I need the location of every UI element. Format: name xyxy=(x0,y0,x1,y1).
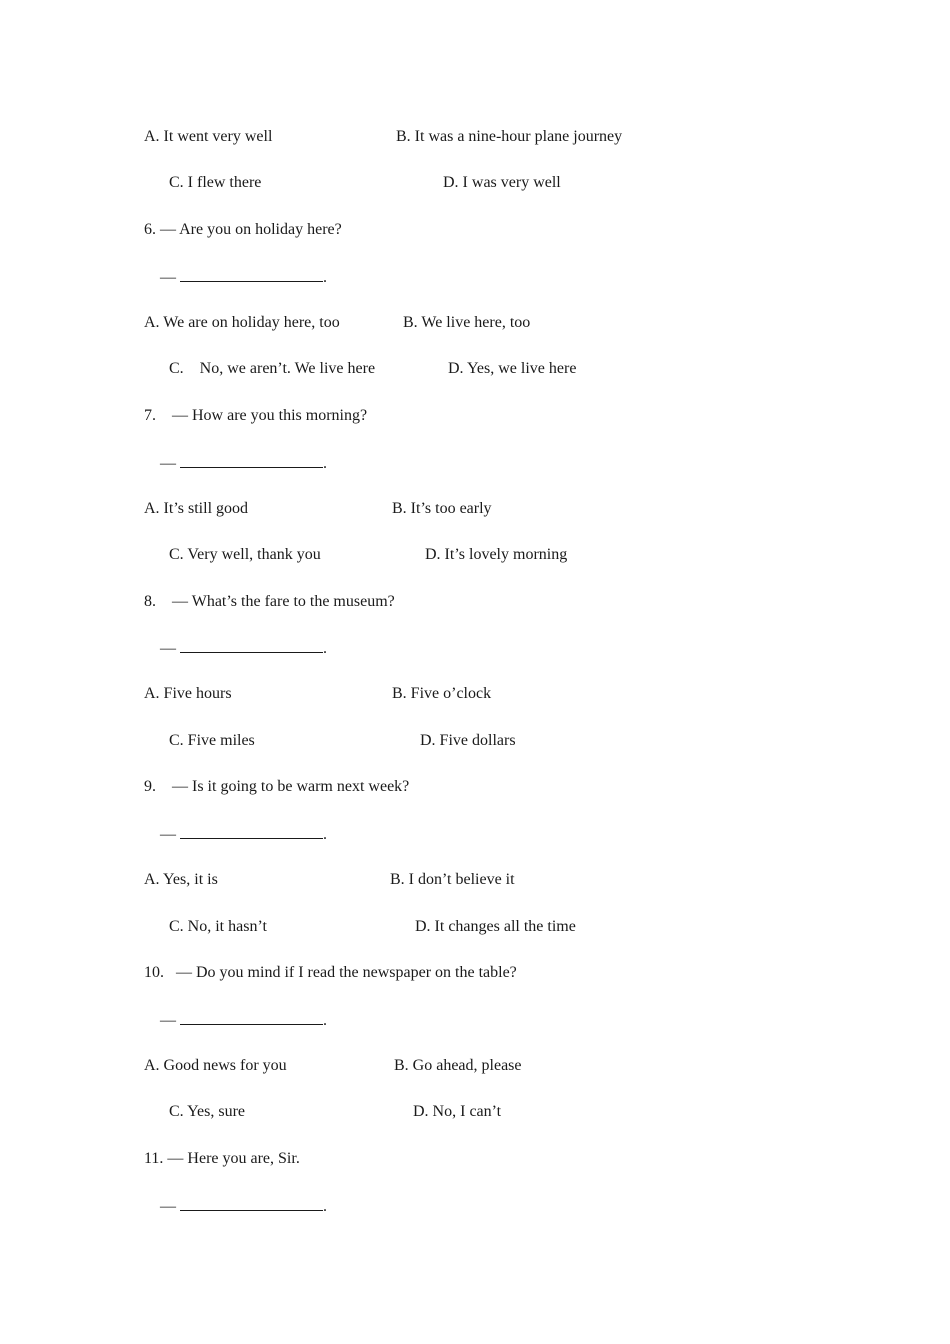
q9-option-c: C. No, it hasn’t xyxy=(169,918,267,935)
q10-answer-blank xyxy=(180,1010,323,1025)
q10-option-c: C. Yes, sure xyxy=(169,1103,246,1120)
q6-option-d: D. Yes, we live here xyxy=(448,360,577,377)
q8-prompt xyxy=(144,592,395,612)
q6-option-a: A. We are on holiday here, too xyxy=(144,314,340,331)
q5-option-c: C. I flew there xyxy=(169,174,262,191)
q6-answer-line: — . xyxy=(160,269,327,286)
q10-number: 10. xyxy=(144,964,164,981)
q9-option-d: D. It changes all the time xyxy=(415,918,576,935)
q10-prompt-text: — Do you mind if I read the newspaper on the table? xyxy=(176,964,517,981)
q7-answer-blank xyxy=(180,453,323,468)
q6-prompt: 6. — Are you on holiday here? xyxy=(144,221,342,238)
q8-option-c: C. Five miles xyxy=(169,732,255,749)
q6-option-c xyxy=(169,359,375,379)
q7-option-d: D. It’s lovely morning xyxy=(425,546,568,563)
q10-option-d: D. No, I can’t xyxy=(413,1103,502,1120)
q9-option-b: B. I don’t believe it xyxy=(390,871,515,888)
q9-prompt-text: — Is it going to be warm next week? xyxy=(172,778,410,795)
q7-answer-line: — . xyxy=(160,455,327,472)
q11-answer-line: — . xyxy=(160,1198,327,1215)
q7-number: 7. xyxy=(144,407,156,424)
q11-prompt: 11. — Here you are, Sir. xyxy=(144,1150,300,1167)
q8-option-a: A. Five hours xyxy=(144,685,232,702)
q9-answer-blank xyxy=(180,824,323,839)
q9-option-a: A. Yes, it is xyxy=(144,871,218,888)
q7-prompt xyxy=(144,406,367,426)
q10-answer-line: — . xyxy=(160,1012,327,1029)
q6-option-b: B. We live here, too xyxy=(403,314,531,331)
q11-answer-blank xyxy=(180,1196,323,1211)
q7-option-a: A. It’s still good xyxy=(144,500,249,517)
q6-option-c-text: No, we aren’t. We live here xyxy=(199,360,376,377)
q8-number: 8. xyxy=(144,593,156,610)
q7-option-b: B. It’s too early xyxy=(392,500,492,517)
q7-prompt-text: — How are you this morning? xyxy=(172,407,368,424)
q6-answer-blank xyxy=(180,267,323,282)
q6-option-c-label: C. xyxy=(169,360,184,377)
q8-prompt-text: — What’s the fare to the museum? xyxy=(172,593,395,610)
q7-option-c: C. Very well, thank you xyxy=(169,546,321,563)
q10-option-a: A. Good news for you xyxy=(144,1057,287,1074)
q8-option-d: D. Five dollars xyxy=(420,732,516,749)
q9-prompt xyxy=(144,777,409,797)
q5-option-a: A. It went very well xyxy=(144,128,273,145)
q9-answer-line: — . xyxy=(160,826,327,843)
q5-option-d: D. I was very well xyxy=(443,174,561,191)
q10-option-b: B. Go ahead, please xyxy=(394,1057,522,1074)
q8-answer-blank xyxy=(180,638,323,653)
q8-answer-line: — . xyxy=(160,640,327,657)
q10-prompt xyxy=(144,963,517,983)
q5-option-b: B. It was a nine-hour plane journey xyxy=(396,128,623,145)
q8-option-b: B. Five o’clock xyxy=(392,685,492,702)
q9-number: 9. xyxy=(144,778,156,795)
